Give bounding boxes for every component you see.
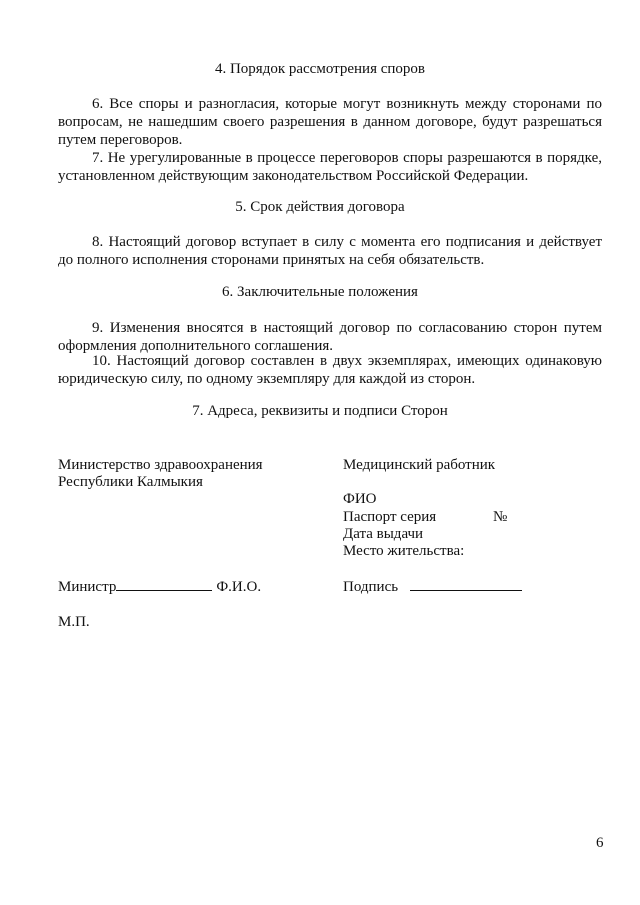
section-6-heading: 6. Заключительные положения <box>222 284 418 300</box>
fio-label: ФИО <box>343 491 377 507</box>
issue-date-label: Дата выдачи <box>343 526 424 542</box>
ministry-name-line1: Министерство здравоохранения <box>58 457 263 473</box>
minister-label: Министр <box>58 579 117 595</box>
paragraph-6: 6. Все споры и разногласия, которые могут возникнуть между сторонами по вопросам, не нашедшим своего разрешения в данном договоре, будут разрешаться путем переговоров. <box>58 96 602 148</box>
paragraph-7: 7. Не урегулированные в процессе переговоров споры разрешаются в порядке, установленном действующим законодательством Российской Федерации. <box>58 150 602 184</box>
minister-signature-line <box>58 578 261 596</box>
passport-number-sign: № <box>493 509 508 525</box>
worker-signature-line <box>343 578 522 596</box>
stamp-label: М.П. <box>58 614 90 630</box>
page-number: 6 <box>596 835 604 851</box>
paragraph-9: 9. Изменения вносятся в настоящий договор по согласованию сторон путем оформления дополнительного соглашения. <box>58 320 602 354</box>
signature-label: Подпись <box>343 579 399 595</box>
paragraph-10: 10. Настоящий договор составлен в двух экземплярах, имеющих одинаковую юридическую силу, по одному экземпляру для каждой из сторон. <box>58 353 602 387</box>
ministry-name-line2: Республики Калмыкия <box>58 474 203 490</box>
residence-label: Место жительства: <box>343 543 465 559</box>
worker-signature-blank <box>410 578 522 591</box>
medical-worker-title: Медицинский работник <box>343 457 496 473</box>
minister-fio-label: Ф.И.О. <box>216 579 262 595</box>
section-5-heading: 5. Срок действия договора <box>235 199 405 215</box>
passport-series-label: Паспорт серия <box>343 509 437 525</box>
section-7-heading: 7. Адреса, реквизиты и подписи Сторон <box>192 403 448 419</box>
section-4-heading: 4. Порядок рассмотрения споров <box>214 61 426 77</box>
minister-signature-blank <box>116 578 212 591</box>
paragraph-8: 8. Настоящий договор вступает в силу с момента его подписания и действует до полного исполнения сторонами принятых на себя обязательств. <box>58 234 602 268</box>
